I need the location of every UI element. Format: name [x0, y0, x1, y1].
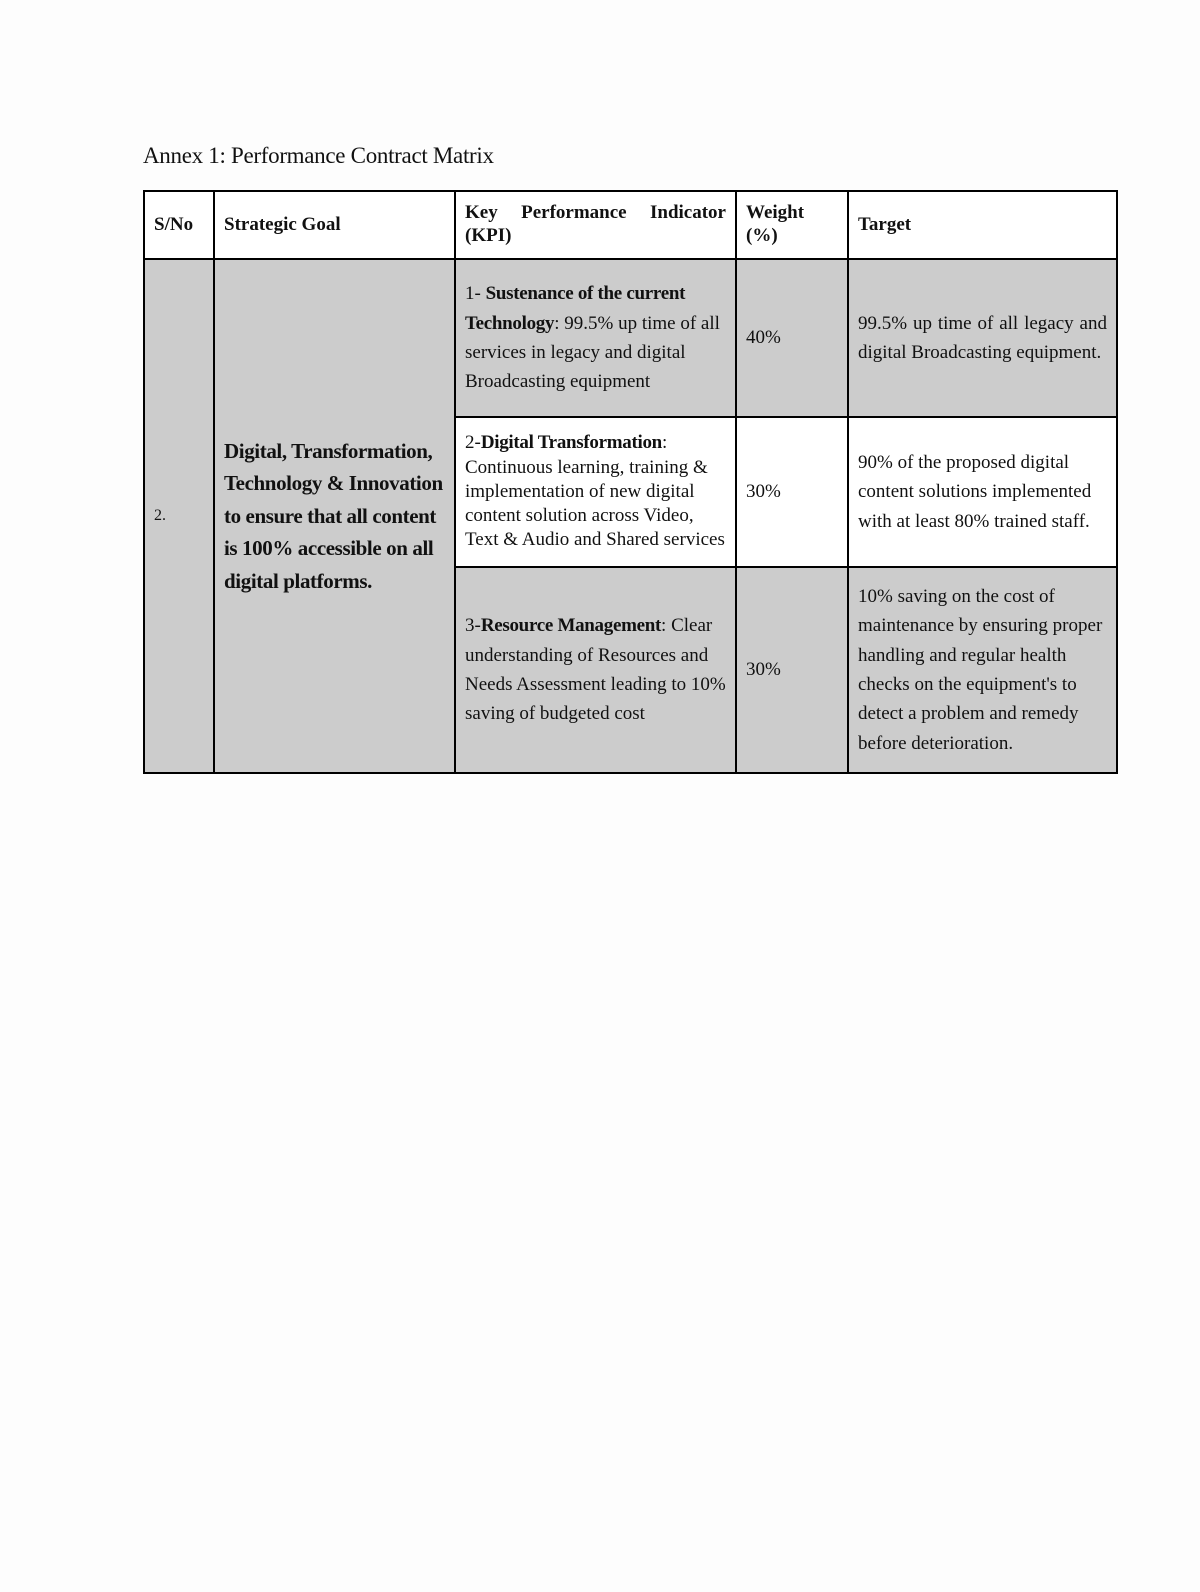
performance-contract-table	[143, 190, 1118, 774]
kpi-1-description: : 99.5% up time of all services in legacy and digital Broadcasting equipment	[465, 312, 720, 393]
cell-kpi-1	[455, 259, 736, 417]
cell-weight-3: 30%	[736, 567, 848, 773]
kpi-2-description: : Continuous learning, training & implementation of new digital content solution across Video, Text & Audio and Shared services	[465, 432, 725, 551]
document-title: Annex 1: Performance Contract Matrix	[143, 143, 494, 168]
cell-target-3: 10% saving on the cost of maintenance by ensuring proper handling and regular health checks on the equipment's to detect a problem and remedy before deterioration.	[848, 567, 1117, 773]
cell-weight-1: 40%	[736, 259, 848, 417]
header-weight: Weight (%)	[736, 191, 848, 259]
kpi-3-title: Resource Management	[480, 615, 662, 637]
header-sno: S/No	[144, 191, 214, 259]
cell-kpi-3	[455, 567, 736, 773]
kpi-2-title: Digital Transformation	[480, 432, 662, 454]
kpi-1-title: Sustenance of the current Technology	[465, 283, 686, 334]
cell-weight-2: 30%	[736, 417, 848, 567]
cell-sno: 2.	[144, 259, 214, 773]
kpi-2-prefix: 2-	[465, 432, 481, 454]
kpi-1-prefix: 1-	[465, 283, 486, 305]
header-target: Target	[848, 191, 1117, 259]
cell-kpi-2	[455, 417, 736, 567]
cell-target-1: 99.5% up time of all legacy and digital Broadcasting equipment.	[848, 259, 1117, 417]
cell-target-2: 90% of the proposed digital content solutions implemented with at least 80% trained staff.	[848, 417, 1117, 567]
table-row	[144, 259, 1117, 417]
kpi-3-prefix: 3-	[465, 615, 481, 637]
header-strategic-goal: Strategic Goal	[214, 191, 455, 259]
table-header-row	[144, 191, 1117, 259]
cell-strategic-goal: Digital, Transformation, Technology & Innovation to ensure that all content is 100% accessible on all digital platforms.	[214, 259, 455, 773]
header-kpi: Key Performance Indicator (KPI)	[455, 191, 736, 259]
kpi-3-description: : Clear understanding of Resources and Needs Assessment leading to 10% saving of budgeted cost	[465, 615, 726, 725]
